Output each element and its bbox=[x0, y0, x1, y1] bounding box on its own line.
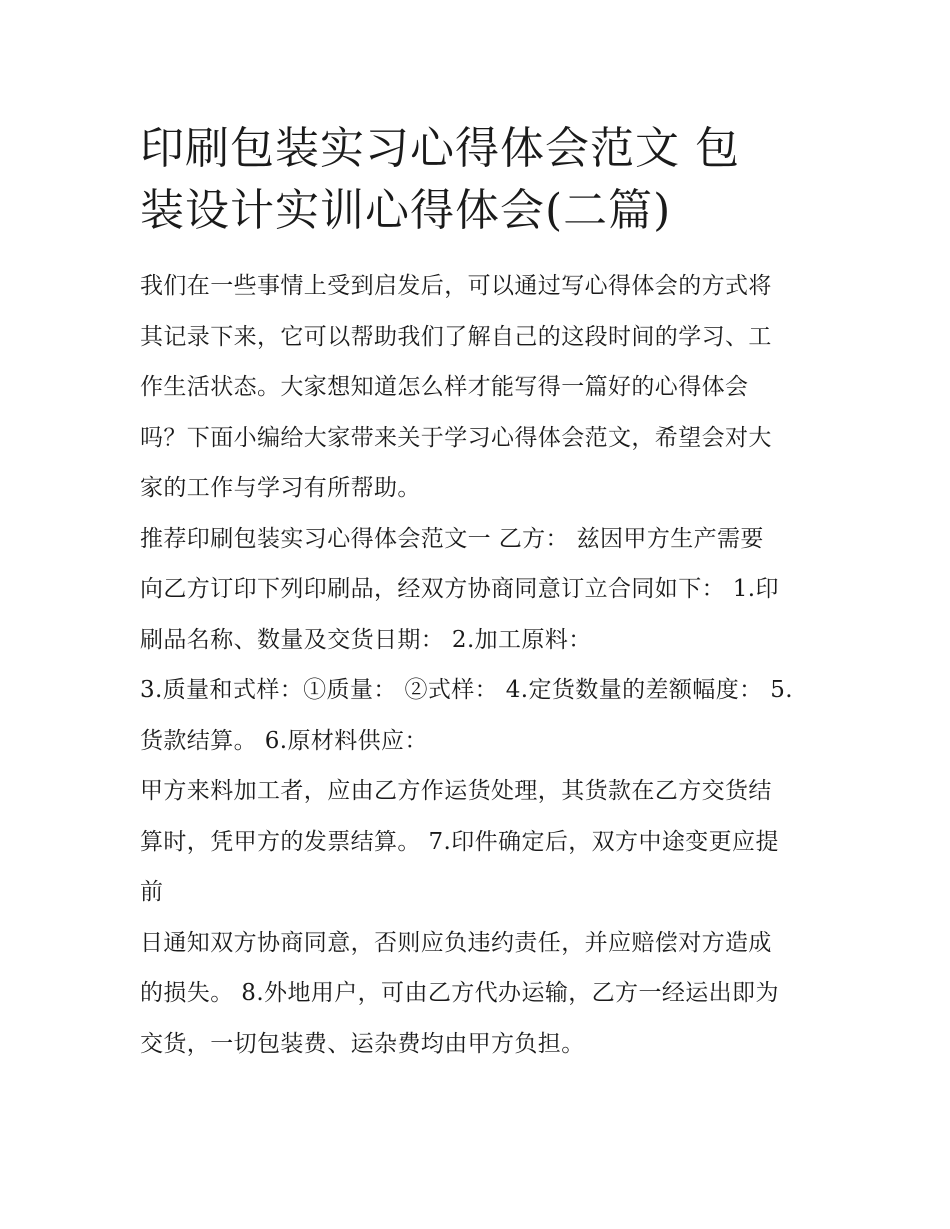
body-line: 其记录下来，它可以帮助我们了解自己的这段时间的学习、工 bbox=[140, 323, 772, 350]
body-line: 家的工作与学习有所帮助。 bbox=[140, 475, 421, 501]
body-line: 我们在一些事情上受到启发后，可以通过写心得体会的方式将 bbox=[140, 273, 772, 299]
body-line: 的损失。 8.外地用户，可由乙方代办运输，乙方一经运出即为 bbox=[140, 980, 779, 1006]
body-line: 货款结算。 6.原材料供应： bbox=[140, 727, 428, 754]
body-line: 交货，一切包装费、运杂费均由甲方负担。 bbox=[140, 1030, 585, 1057]
body-line: 甲方来料加工者，应由乙方作运货处理，其货款在乙方交货结 bbox=[140, 778, 772, 804]
title-line: 装设计实训心得体会(二篇) bbox=[140, 185, 672, 236]
body-line: 推荐印刷包装实习心得体会范文一 乙方： 兹因甲方生产需要 bbox=[140, 525, 764, 552]
body-line: 日通知双方协商同意，否则应负违约责任，并应赔偿对方造成 bbox=[140, 929, 772, 956]
document-title bbox=[140, 118, 812, 242]
body-line: 作生活状态。大家想知道怎么样才能写得一篇好的心得体会 bbox=[140, 374, 749, 400]
document-body bbox=[140, 261, 812, 1069]
body-line: 向乙方订印下列印刷品，经双方协商同意订立合同如下： 1.印 bbox=[140, 576, 779, 602]
body-line: 算时，凭甲方的发票结算。 7.印件确定后，双方中途变更应提 bbox=[140, 828, 779, 855]
title-line: 印刷包装实习心得体会范文 包 bbox=[140, 123, 740, 174]
body-line: 吗？下面小编给大家带来关于学习心得体会范文，希望会对大 bbox=[140, 424, 772, 451]
body-line: 前 bbox=[140, 879, 164, 905]
body-line: 刷品名称、数量及交货日期： 2.加工原料： bbox=[140, 626, 592, 653]
document-content bbox=[140, 118, 812, 1069]
body-line: 3.质量和式样：①质量： ②式样： 4.定货数量的差额幅度： 5. bbox=[140, 677, 793, 703]
